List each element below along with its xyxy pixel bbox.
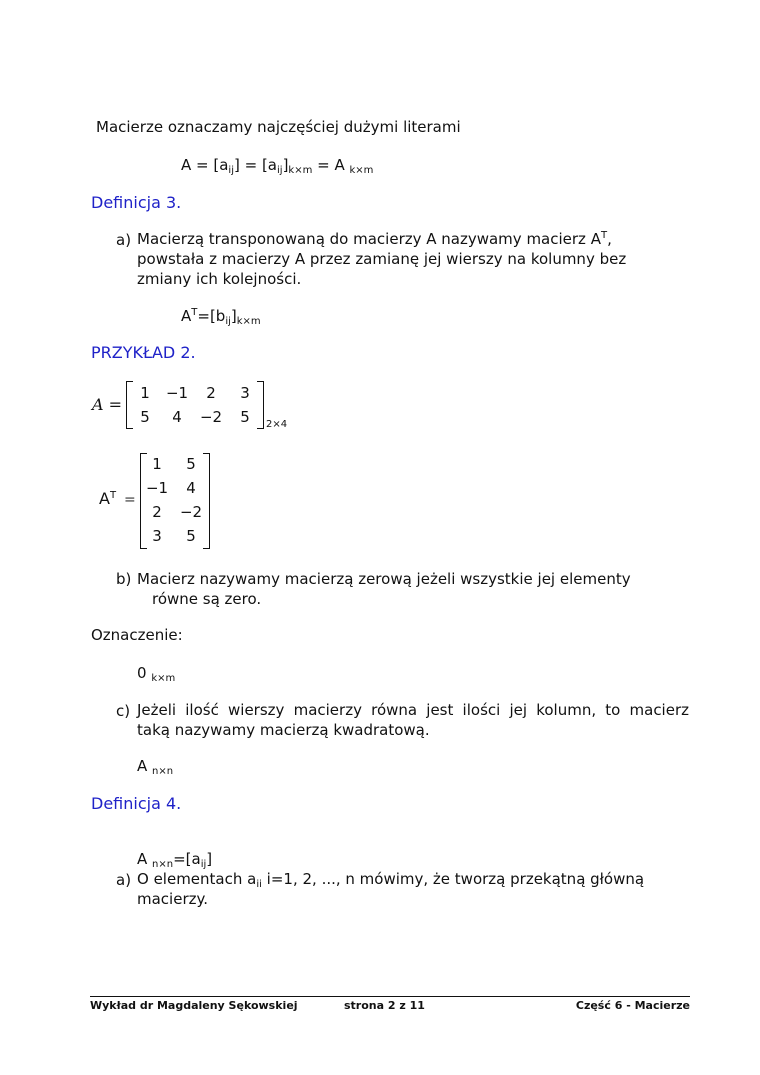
matrix-cell: −2	[199, 408, 223, 426]
matrix-cell: 2	[206, 384, 216, 402]
matrix-cell: −1	[165, 384, 189, 402]
matrix-cell: 1	[152, 455, 162, 473]
matrix-cell: −2	[179, 503, 203, 521]
definition-3-heading: Definicja 3.	[91, 193, 182, 212]
matrix-cell: 2	[152, 503, 162, 521]
definition-4-heading: Definicja 4.	[91, 794, 182, 813]
matrix-cell: −1	[145, 479, 169, 497]
matrix-notation: $A = [a_{ij}] = [a_{ij}]_{k\times m} = A$ $_{k\times m}$	[181, 156, 374, 176]
footer-author: Wykład dr Magdaleny Sękowskiej	[90, 999, 298, 1012]
list-marker-c: c)	[116, 702, 131, 720]
definition-4-text: O elementach $a_{ii}$ i=1, 2, ..., n mówimy, że tworzą przekątną główną macierzy.	[137, 870, 645, 908]
list-marker-a2: a)	[116, 871, 132, 889]
matrix-cell: 3	[240, 384, 250, 402]
matrix-a-transposed	[140, 453, 210, 549]
matrix-at-label: $A^T$	[99, 489, 117, 508]
definition-3-text: Macierzą transponowaną do macierzy A nazywamy macierz $A^T$, powstała z macierzy A przez zamianę jej wierszy na kolumny bez zmiany ich kolejności.	[137, 230, 627, 288]
list-marker-b: b)	[116, 570, 132, 588]
matrix-at-equals: =	[124, 492, 136, 508]
square-notation: A $_{n\times n}$	[137, 757, 174, 777]
matrix-a-dimension: 2×4	[266, 419, 288, 430]
matrix-a	[126, 381, 264, 429]
matrix-cell: 5	[240, 408, 250, 426]
intro-text: Macierze oznaczamy najczęściej dużymi literami	[96, 118, 461, 136]
matrix-cell: 5	[140, 408, 150, 426]
matrix-cell: 4	[172, 408, 182, 426]
footer-page-number: strona 2 z 11	[344, 999, 425, 1012]
matrix-cell: 5	[186, 455, 196, 473]
zero-matrix-text: Macierz nazywamy macierzą zerową jeżeli wszystkie jej elementy równe są zero.	[137, 570, 631, 608]
matrix-cell: 1	[140, 384, 150, 402]
matrix-cell: 3	[152, 527, 162, 545]
example-2-heading: PRZYKŁAD 2.	[91, 343, 196, 362]
matrix-a-label: A =	[92, 395, 123, 414]
zero-notation: 0 $_{k\times m}$	[137, 664, 176, 684]
oznaczenie-label: Oznaczenie:	[91, 626, 183, 644]
footer-chapter: Część 6 - Macierze	[575, 999, 690, 1012]
square-matrix-text: Jeżeli ilość wierszy macierzy równa jest ilości jej kolumn, to macierz taką nazywamy macierzą kwadratową.	[137, 701, 689, 739]
diagonal-formula: A $_{n\times n}=[a_{ij}]$	[137, 850, 213, 870]
list-marker-a: a)	[116, 231, 132, 249]
transpose-formula: $A^T=[b_{ij}]_{k\times m}$	[181, 307, 261, 327]
page-footer	[90, 996, 690, 1012]
matrix-cell: 4	[186, 479, 196, 497]
matrix-cell: 5	[186, 527, 196, 545]
